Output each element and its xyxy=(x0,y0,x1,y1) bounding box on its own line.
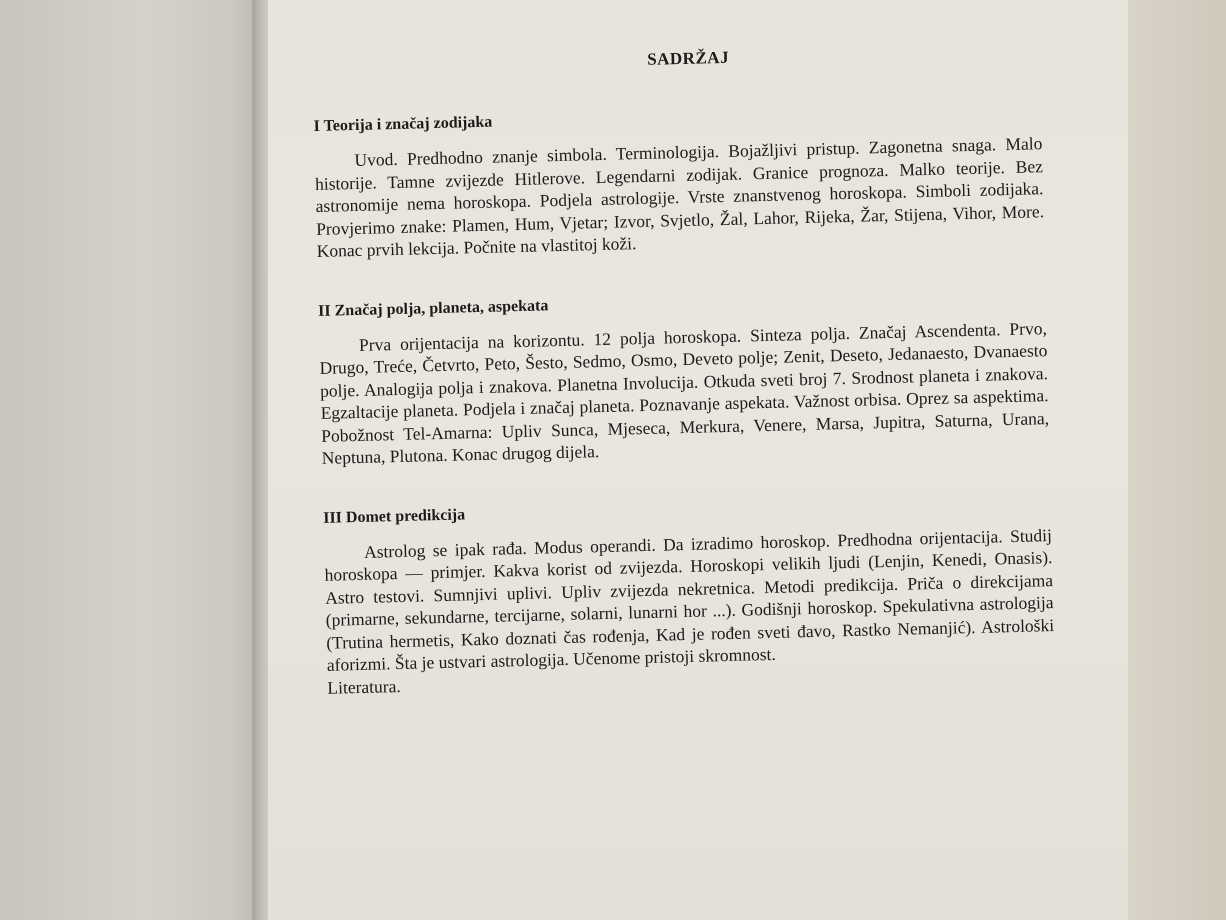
section-heading: II Značaj polja, planeta, aspekata xyxy=(317,296,549,320)
background-edge xyxy=(1128,0,1226,920)
left-page xyxy=(0,0,262,920)
section-2 xyxy=(318,285,1050,470)
section-body-text: Astrolog se ipak rađa. Modus operandi. Da izradimo horoskop. Predhodna orijentacija. Studij horoskopa — primjer. Kakva korist od zvijezda. Horoskopi velikih ljudi (Lenjin, Kenedi, Onasis). Astro testovi. Sumnjivi uplivi. Upliv zvijezda nekretnica. Metodi predikcija. Priča o direkcijama (primarne, sekundarne, tercijarne, solarni, lunarni hor ...). Godišnji horoskop. Spekulativna astrologija (Trutina hermetis, Kako doznati čas rođenja, Kad je rođen sveti đavo, Rastko Nemanjić). Astrološki aforizmi. Šta je ustvari astrologija. Učenome pristoji skromnost. xyxy=(324,524,1055,675)
literature-line: Literatura. xyxy=(327,675,401,698)
section-heading: III Domet predikcija xyxy=(323,505,466,527)
section-body xyxy=(324,524,1056,699)
table-of-contents xyxy=(312,40,1056,739)
section-body: Uvod. Predhodno znanje simbola. Terminologija. Bojažljivi pristup. Zagonetna snaga. Malo historije. Tamne zvijezde Hitlerove. Legendarni zodijak. Granice prognoza. Malko teorije. Bez astronomije nema horoskopa. Podjela astrologije. Vrste znanstvenog horoskopa. Simboli zodijaka. Provjerimo znake: Plamen, Hum, Vjetar; Izvor, Svjetlo, Žal, Lahor, Rijeka, Žar, Stijena, Vihor, More. Konac prvih lekcija. Počnite na vlastitoj koži. xyxy=(314,133,1045,261)
section-body: Prva orijentacija na korizontu. 12 polja horoskopa. Sinteza polja. Značaj Ascendenta. Prvo, Drugo, Treće, Četvrto, Peto, Šesto, Sedmo, Osmo, Deveto polje; Zenit, Deseto, Jedanaesto, Dvanaesto polje. Analogija polja i znakova. Planetna Involucija. Otkuda sveti broj 7. Srodnost planeta i znakova. Egzaltacije planeta. Podjela i značaj planeta. Poznavanje aspekata. Važnost orbisa. Oprez sa aspektima. Pobožnost Tel-Amarna: Upliv Sunca, Mjeseca, Merkura, Venere, Marsa, Jupitra, Saturna, Urana, Neptuna, Plutona. Konac drugog dijela. xyxy=(319,317,1050,468)
section-3 xyxy=(323,492,1055,699)
page-title: SADRŽAJ xyxy=(646,47,730,69)
section-heading: I Teorija i značaj zodijaka xyxy=(313,113,493,135)
section-1 xyxy=(313,100,1044,262)
